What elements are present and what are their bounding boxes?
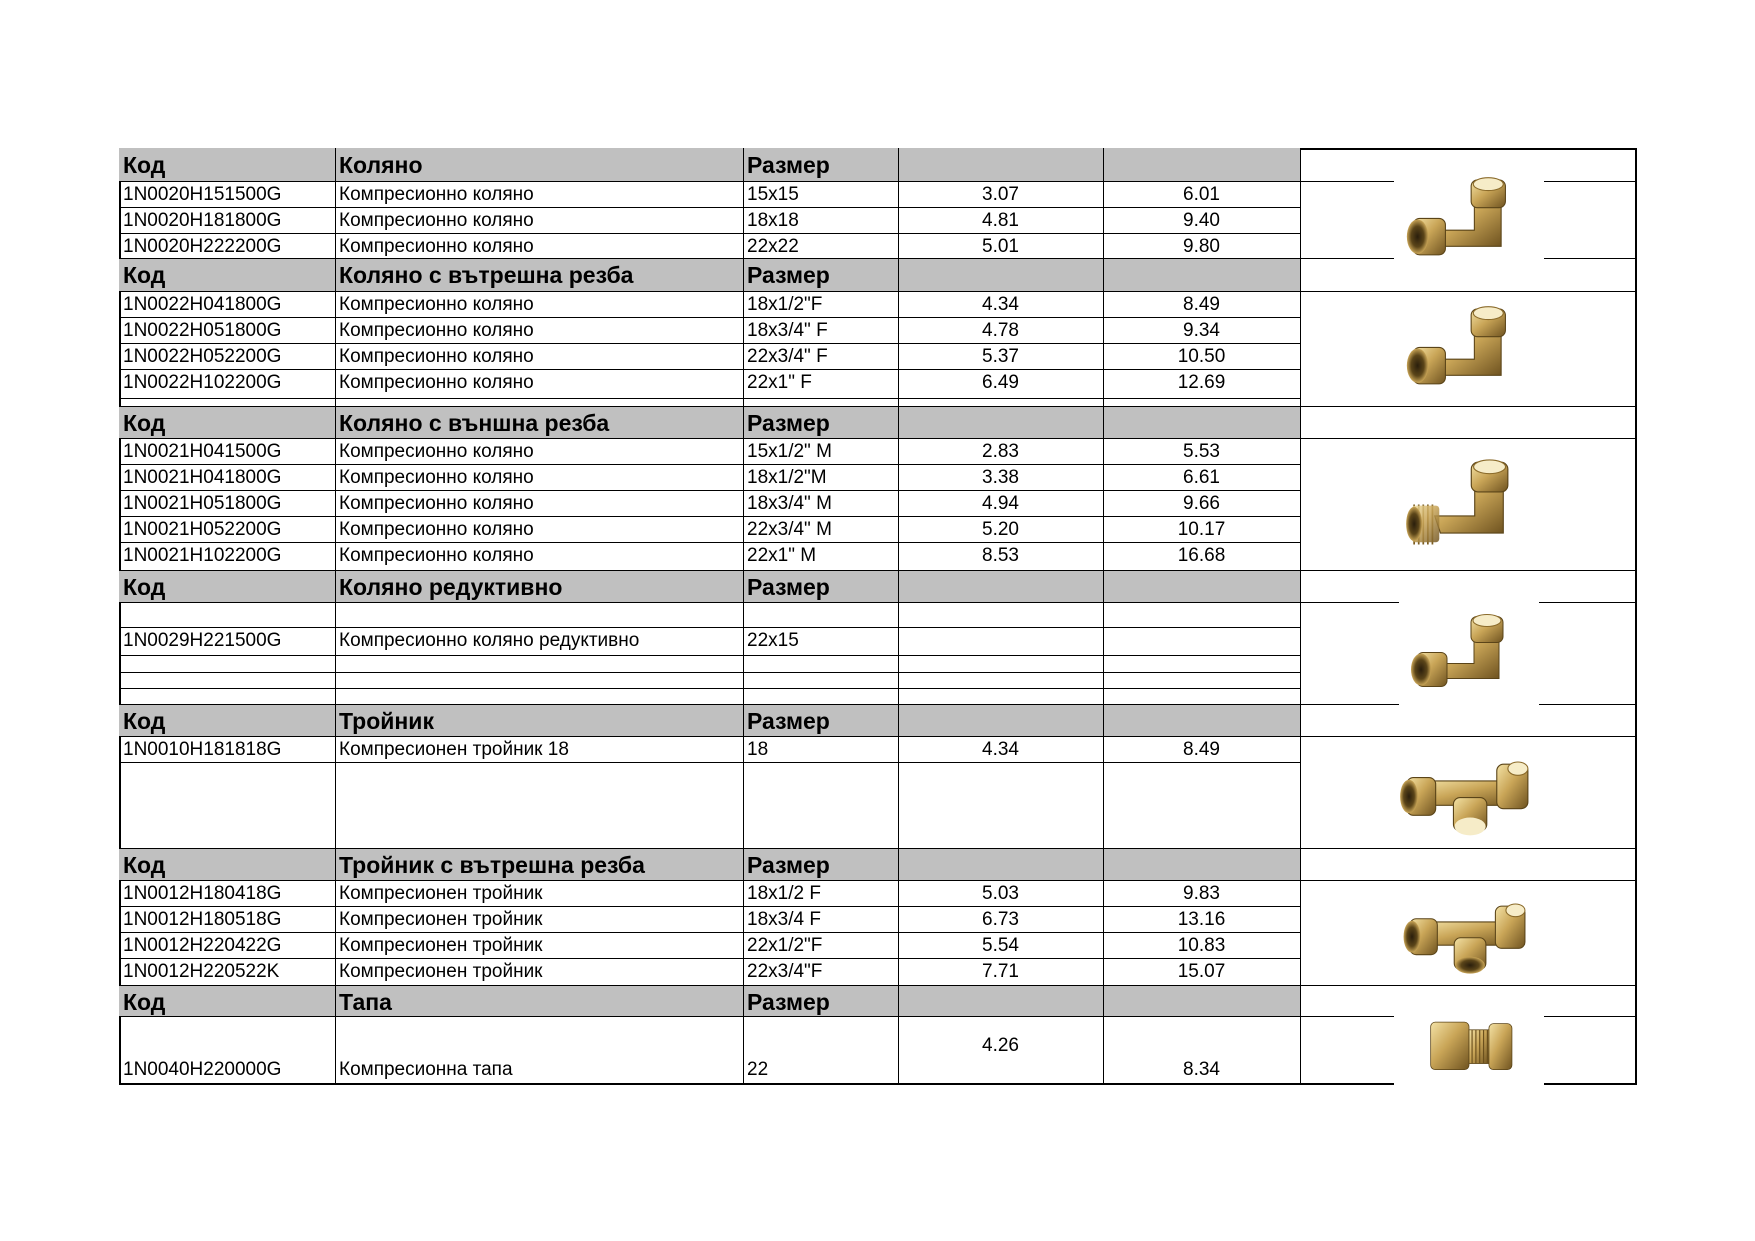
item-name: Компресионен тройник <box>339 883 543 904</box>
brass-reducing-elbow-icon <box>1399 601 1539 706</box>
price-1: 5.37 <box>982 346 1019 367</box>
item-size: 22x15 <box>747 630 799 651</box>
price-2: 16.68 <box>1177 545 1226 566</box>
price-1: 4.94 <box>982 493 1019 514</box>
item-size: 15x15 <box>747 184 799 205</box>
price-1: 6.49 <box>982 372 1019 393</box>
grid-line <box>119 398 1300 399</box>
item-name: Компресионен тройник <box>339 909 543 930</box>
item-size: 18x1/2"F <box>747 294 823 315</box>
item-size: 22 <box>747 1059 769 1080</box>
grid-line <box>119 406 1300 407</box>
item-name: Компресионно коляно <box>339 236 534 257</box>
price-2: 6.61 <box>1183 467 1220 488</box>
item-code: 1N0022H041800G <box>123 294 282 315</box>
section-header-band <box>119 704 1300 736</box>
grid-line <box>1300 148 1301 1085</box>
section-header-band <box>119 985 1300 1016</box>
item-name: Компресионен тройник 18 <box>339 739 569 760</box>
brass-tee-female-thread-icon <box>1369 885 1569 980</box>
brass-compression-plug-icon <box>1394 1016 1544 1085</box>
item-name: Компресионно коляно <box>339 493 534 514</box>
header-code: Код <box>123 574 166 600</box>
brass-elbow-female-thread-icon <box>1394 296 1544 401</box>
item-name: Компресионен тройник <box>339 935 543 956</box>
grid-line <box>119 343 1300 344</box>
section-header-band <box>119 258 1300 291</box>
grid-line <box>119 258 1300 259</box>
header-size: Размер <box>747 708 830 734</box>
item-code: 1N0012H180418G <box>123 883 282 904</box>
item-size: 22x3/4" F <box>747 346 828 367</box>
grid-line <box>119 317 1300 318</box>
header-code: Код <box>123 708 166 734</box>
grid-line <box>119 880 1300 881</box>
grid-line <box>119 570 1300 571</box>
header-code: Код <box>123 410 166 436</box>
item-size: 22x3/4" M <box>747 519 832 540</box>
item-name: Компресионно коляно <box>339 467 534 488</box>
grid-line <box>119 848 1300 849</box>
grid-line <box>119 438 1300 439</box>
item-name: Компресионно коляно <box>339 441 534 462</box>
item-code: 1N0040H220000G <box>123 1059 282 1080</box>
price-2: 12.69 <box>1177 372 1226 393</box>
grid-line <box>119 736 1300 737</box>
price-1: 3.07 <box>982 184 1019 205</box>
item-size: 22x1" M <box>747 545 817 566</box>
price-2: 10.50 <box>1177 346 1226 367</box>
grid-line <box>119 602 1300 603</box>
header-name: Тройник с вътрешна резба <box>339 852 645 878</box>
grid-line <box>119 291 1300 292</box>
price-2: 5.53 <box>1183 441 1220 462</box>
price-2: 9.34 <box>1183 320 1220 341</box>
grid-line <box>119 1016 1300 1017</box>
item-size: 18x3/4 F <box>747 909 821 930</box>
item-code: 1N0022H051800G <box>123 320 282 341</box>
grid-line <box>335 148 336 1085</box>
section-header-band <box>119 406 1300 438</box>
item-size: 18 <box>747 739 769 760</box>
section-header-band <box>119 570 1300 602</box>
grid-line <box>119 207 1300 208</box>
grid-line <box>119 369 1300 370</box>
price-2: 9.40 <box>1183 210 1220 231</box>
grid-line <box>119 233 1300 234</box>
price-1: 4.81 <box>982 210 1019 231</box>
header-size: Размер <box>747 262 830 288</box>
item-code: 1N0021H102200G <box>123 545 282 566</box>
item-name: Компресионно коляно <box>339 210 534 231</box>
price-2: 9.66 <box>1183 493 1220 514</box>
header-size: Размер <box>747 852 830 878</box>
grid-line <box>119 985 1300 986</box>
item-code: 1N0021H041800G <box>123 467 282 488</box>
price-1: 4.78 <box>982 320 1019 341</box>
item-size: 18x1/2 F <box>747 883 821 904</box>
header-code: Код <box>123 152 166 178</box>
item-code: 1N0021H041500G <box>123 441 282 462</box>
grid-line <box>119 688 1300 689</box>
price-1: 7.71 <box>982 961 1019 982</box>
item-code: 1N0029H221500G <box>123 630 282 651</box>
grid-line <box>119 464 1300 465</box>
grid-line <box>119 655 1300 656</box>
item-size: 22x1/2"F <box>747 935 823 956</box>
grid-line <box>119 704 1300 705</box>
grid-line <box>119 932 1300 933</box>
price-2: 6.01 <box>1183 184 1220 205</box>
price-1: 6.73 <box>982 909 1019 930</box>
header-code: Код <box>123 989 166 1015</box>
grid-line <box>119 516 1300 517</box>
section-header-band <box>119 848 1300 880</box>
item-name: Компресионно коляно <box>339 184 534 205</box>
item-code: 1N0021H052200G <box>123 519 282 540</box>
price-1: 4.26 <box>982 1035 1019 1056</box>
price-2: 8.49 <box>1183 739 1220 760</box>
grid-line <box>119 762 1300 763</box>
price-2: 9.83 <box>1183 883 1220 904</box>
item-size: 18x1/2"M <box>747 467 827 488</box>
item-size: 18x3/4" F <box>747 320 828 341</box>
item-size: 22x1" F <box>747 372 812 393</box>
price-2: 8.49 <box>1183 294 1220 315</box>
price-1: 8.53 <box>982 545 1019 566</box>
price-1: 5.03 <box>982 883 1019 904</box>
price-2: 10.17 <box>1177 519 1226 540</box>
grid-line <box>1300 438 1637 439</box>
grid-line <box>743 148 744 1085</box>
item-name: Компресионно коляно <box>339 294 534 315</box>
grid-line <box>1300 985 1637 986</box>
section-header-band <box>119 148 1300 181</box>
item-size: 15x1/2" M <box>747 441 832 462</box>
grid-line <box>119 958 1300 959</box>
grid-line <box>119 542 1300 543</box>
brass-compression-elbow-icon <box>1394 171 1544 268</box>
brass-elbow-male-thread-icon <box>1389 447 1549 562</box>
price-2: 13.16 <box>1177 909 1226 930</box>
price-1: 5.54 <box>982 935 1019 956</box>
grid-line <box>119 672 1300 673</box>
item-code: 1N0012H220522K <box>123 961 280 982</box>
grid-line <box>119 490 1300 491</box>
header-name: Тапа <box>339 989 392 1015</box>
item-code: 1N0012H220422G <box>123 935 282 956</box>
price-2: 15.07 <box>1177 961 1226 982</box>
price-1: 4.34 <box>982 739 1019 760</box>
item-size: 18x18 <box>747 210 799 231</box>
price-1: 2.83 <box>982 441 1019 462</box>
header-name: Коляно <box>339 152 423 178</box>
grid-line <box>119 181 1300 182</box>
item-size: 22x22 <box>747 236 799 257</box>
item-name: Компресионно коляно <box>339 346 534 367</box>
grid-line <box>1300 291 1637 292</box>
header-size: Размер <box>747 574 830 600</box>
header-name: Коляно с вътрешна резба <box>339 262 634 288</box>
price-1: 5.01 <box>982 236 1019 257</box>
item-name: Компресионно коляно <box>339 519 534 540</box>
grid-line <box>1300 880 1637 881</box>
grid-line <box>119 906 1300 907</box>
price-1: 4.34 <box>982 294 1019 315</box>
price-2: 10.83 <box>1177 935 1226 956</box>
item-name: Компресионна тапа <box>339 1059 513 1080</box>
grid-line <box>1300 570 1637 571</box>
brass-compression-tee-icon <box>1374 742 1564 842</box>
item-code: 1N0022H052200G <box>123 346 282 367</box>
grid-line <box>1300 406 1637 407</box>
header-name: Коляно с външна резба <box>339 410 610 436</box>
header-size: Размер <box>747 989 830 1015</box>
price-2: 8.34 <box>1183 1059 1220 1080</box>
item-code: 1N0020H151500G <box>123 184 282 205</box>
item-code: 1N0021H051800G <box>123 493 282 514</box>
item-name: Компресионно коляно <box>339 320 534 341</box>
item-name: Компресионен тройник <box>339 961 543 982</box>
item-code: 1N0022H102200G <box>123 372 282 393</box>
item-name: Компресионно коляно редуктивно <box>339 630 640 651</box>
item-name: Компресионно коляно <box>339 372 534 393</box>
header-size: Размер <box>747 152 830 178</box>
item-size: 18x3/4" M <box>747 493 832 514</box>
price-1: 5.20 <box>982 519 1019 540</box>
header-size: Размер <box>747 410 830 436</box>
item-code: 1N0012H180518G <box>123 909 282 930</box>
grid-line <box>1300 848 1637 849</box>
item-code: 1N0020H222200G <box>123 236 282 257</box>
price-1: 3.38 <box>982 467 1019 488</box>
grid-line <box>1300 736 1637 737</box>
header-name: Тройник <box>339 708 434 734</box>
price-2: 9.80 <box>1183 236 1220 257</box>
header-code: Код <box>123 262 166 288</box>
grid-line <box>119 627 1300 628</box>
item-code: 1N0020H181800G <box>123 210 282 231</box>
item-size: 22x3/4"F <box>747 961 823 982</box>
item-name: Компресионно коляно <box>339 545 534 566</box>
item-code: 1N0010H181818G <box>123 739 282 760</box>
header-name: Коляно редуктивно <box>339 574 563 600</box>
header-code: Код <box>123 852 166 878</box>
